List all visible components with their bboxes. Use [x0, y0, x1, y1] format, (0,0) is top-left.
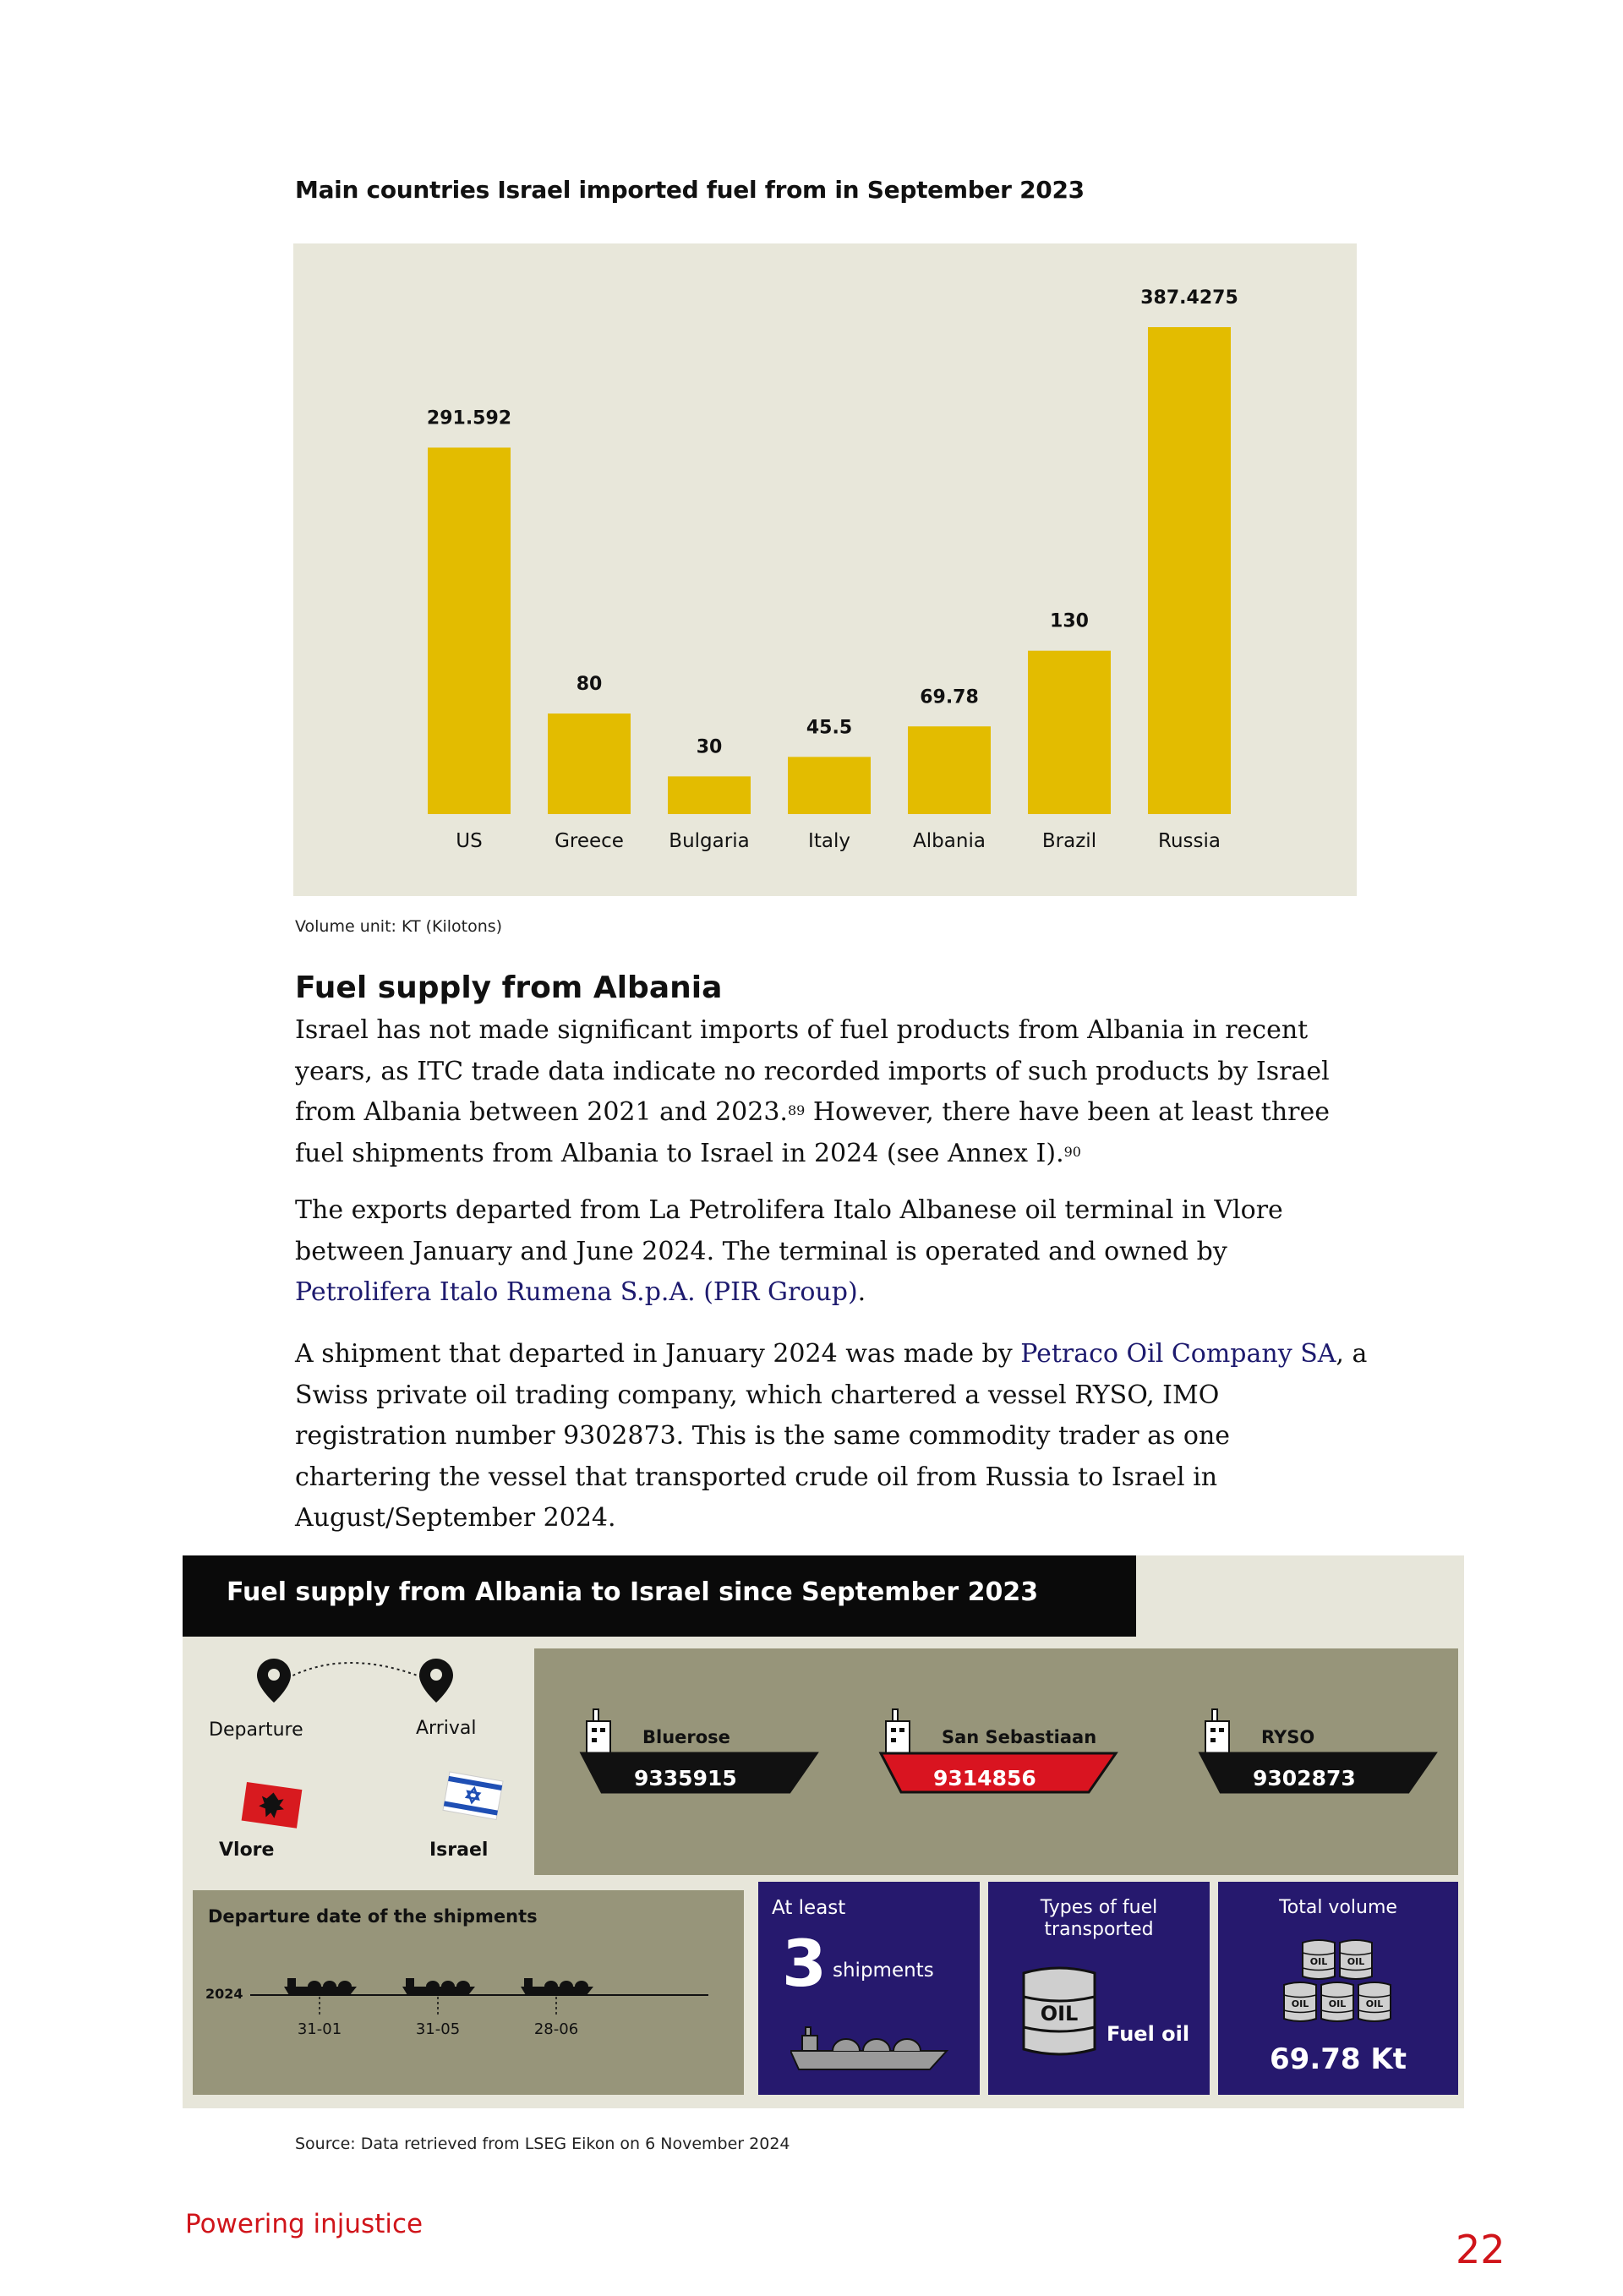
- svg-text:OIL: OIL: [1328, 1998, 1347, 2009]
- paragraph-3: [295, 1334, 1369, 1539]
- category-label-us: US: [456, 830, 483, 852]
- bar-chart-svg: [293, 243, 1357, 896]
- timeline-graphic: [193, 1890, 744, 2095]
- ship-imo: 9314856: [933, 1766, 1036, 1790]
- fuel-type: Fuel oil: [1107, 2022, 1190, 2046]
- bar-us: [428, 447, 511, 814]
- fuel-type-panel: [988, 1882, 1210, 2095]
- barrel-4: [1321, 1982, 1353, 2021]
- value-label-greece: 80: [576, 674, 603, 696]
- p1-text-a: Israel has not made significant imports of fuel products from Albania in recent years, as ITC trade data indicate no recorded imports of such products by Israel from Albania between 2021 and 2023.: [295, 1015, 1330, 1127]
- timeline-ship-3: [521, 1978, 593, 2038]
- departure-pin-icon: [257, 1659, 291, 1703]
- value-label-russia: 387.4275: [1140, 287, 1238, 309]
- at-least-label: At least: [772, 1897, 846, 1919]
- bar-italy: [788, 757, 871, 814]
- timeline-ship-2: [402, 1978, 475, 2038]
- ship-bluerose: [582, 1709, 817, 1792]
- ship-san-sebastiaan: [881, 1709, 1116, 1792]
- category-label-greece: Greece: [555, 830, 624, 852]
- category-label-russia: Russia: [1158, 830, 1221, 852]
- pir-group-link[interactable]: Petrolifera Italo Rumena S.p.A. (PIR Group): [295, 1277, 858, 1307]
- barrel-1: [1303, 1940, 1335, 1979]
- p2-text-b: .: [857, 1277, 866, 1307]
- arrival-label: Arrival: [416, 1718, 477, 1739]
- barrel-5: [1358, 1982, 1391, 2021]
- bar-albania: [908, 726, 991, 814]
- ship-name: San Sebastiaan: [942, 1727, 1097, 1747]
- section-heading: Fuel supply from Albania: [295, 970, 723, 1005]
- paragraph-1: [295, 1010, 1369, 1174]
- arrival-pin-icon: [419, 1659, 453, 1703]
- barrel-3: [1284, 1982, 1316, 2021]
- footnote-89[interactable]: 89: [787, 1102, 806, 1118]
- ship-name: RYSO: [1261, 1727, 1315, 1747]
- bar-greece: [548, 713, 631, 814]
- category-label-bulgaria: Bulgaria: [669, 830, 750, 852]
- israel-flag-icon: [443, 1772, 503, 1819]
- departure-place: Vlore: [219, 1840, 275, 1861]
- types-label-1: Types of fuel: [1040, 1897, 1158, 1918]
- arrival-place: Israel: [429, 1840, 489, 1861]
- chart-title: Main countries Israel imported fuel from in September 2023: [295, 176, 1085, 204]
- value-label-bulgaria: 30: [696, 736, 723, 758]
- p3-text-a: A shipment that departed in January 2024 was made by: [295, 1339, 1021, 1369]
- petraco-link[interactable]: Petraco Oil Company SA: [1020, 1339, 1336, 1369]
- shipments-count-panel: [758, 1882, 980, 2095]
- oil-barrel-icon: [1020, 1966, 1098, 2059]
- ship-imo: 9302873: [1253, 1766, 1356, 1790]
- ship-name: Bluerose: [642, 1727, 730, 1747]
- category-label-italy: Italy: [808, 830, 850, 852]
- barrel-2: [1340, 1940, 1372, 1979]
- total-volume: 69.78 Kt: [1270, 2042, 1407, 2076]
- p2-text-a: The exports departed from La Petrolifera Italo Albanese oil terminal in Vlore between January and June 2024. The terminal is operated and owned by: [295, 1195, 1283, 1266]
- bar-russia: [1148, 327, 1231, 814]
- ship-icon: [790, 2025, 951, 2076]
- page-number: 22: [1456, 2227, 1506, 2272]
- footnote-90[interactable]: 90: [1063, 1143, 1081, 1160]
- albania-flag-icon: [242, 1782, 303, 1829]
- shipments-label: shipments: [833, 1960, 934, 1982]
- bar-bulgaria: [668, 776, 751, 814]
- value-label-us: 291.592: [426, 407, 512, 429]
- category-label-albania: Albania: [913, 830, 986, 852]
- ship-imo: 9335915: [634, 1766, 737, 1790]
- svg-text:OIL: OIL: [1347, 1956, 1365, 1967]
- svg-text:OIL: OIL: [1365, 1998, 1384, 2009]
- timeline-date: 31-05: [415, 2020, 461, 2038]
- category-label-brazil: Brazil: [1041, 830, 1097, 852]
- timeline-year: 2024: [205, 1986, 243, 2002]
- route-arc: [277, 1663, 438, 1684]
- infographic-title: Fuel supply from Albania to Israel since September 2023: [227, 1577, 1039, 1607]
- footer-doc-title: Powering injustice: [185, 2209, 424, 2239]
- total-volume-panel: [1218, 1882, 1458, 2095]
- bar-chart: [293, 243, 1357, 896]
- p1-text-b: However, there have been at least three fuel shipments from Albania to Israel in 2024 (see Annex I).: [295, 1097, 1331, 1168]
- value-label-albania: 69.78: [920, 686, 979, 708]
- shipments-count: 3: [782, 1926, 827, 2001]
- paragraph-2: [295, 1190, 1369, 1314]
- timeline-title: Departure date of the shipments: [208, 1906, 538, 1927]
- ship-ryso: [1200, 1709, 1435, 1792]
- oil-barrel-label: OIL: [1040, 2002, 1079, 2025]
- svg-text:OIL: OIL: [1309, 1956, 1328, 1967]
- value-label-brazil: 130: [1050, 610, 1089, 632]
- bar-brazil: [1028, 651, 1111, 814]
- oil-barrels-icon: [1279, 1938, 1397, 2027]
- ships-graphic: [534, 1648, 1458, 1875]
- value-label-italy: 45.5: [806, 717, 853, 739]
- timeline-ship-1: [284, 1978, 357, 2038]
- departure-label: Departure: [209, 1719, 303, 1741]
- source-note: Source: Data retrieved from LSEG Eikon on 6 November 2024: [295, 2135, 790, 2153]
- timeline-date: 28-06: [533, 2020, 579, 2038]
- timeline-date: 31-01: [297, 2020, 342, 2038]
- svg-text:OIL: OIL: [1291, 1998, 1309, 2009]
- total-label: Total volume: [1279, 1897, 1397, 1918]
- unit-note: Volume unit: KT (Kilotons): [295, 917, 503, 936]
- p3-text-b: , a Swiss private oil trading company, which chartered a vessel RYSO, IMO registration number 9302873. This is the same commodity trader as one chartering the vessel that transported crude oil from Russia to Israel in August/September 2024.: [295, 1339, 1368, 1533]
- types-label-2: transported: [1044, 1919, 1154, 1940]
